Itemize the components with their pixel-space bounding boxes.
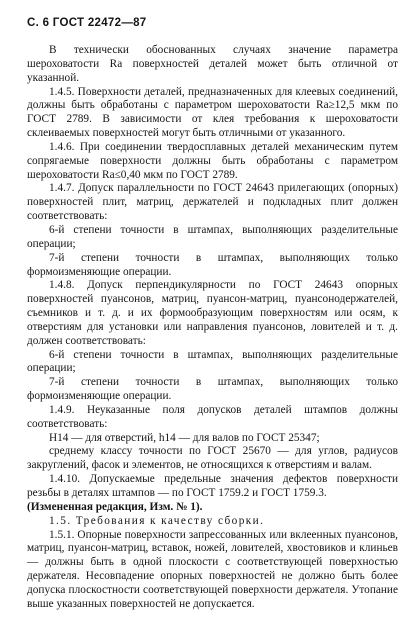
list-item: 6-й степени точности в штампах, выполняющих разделительные операции; — [27, 348, 398, 375]
document-body — [27, 44, 398, 612]
list-item: среднему классу точности по ГОСТ 25670 — для углов, радиусов закруглений, фасок и элементов, не относящихся к отверстиям и валам. — [27, 445, 398, 472]
clause-1-4-10: 1.4.10. Допускаемые предельные значения дефектов поверхности резьбы в деталях штампов — по ГОСТ 1759.2 и ГОСТ 1759.3. — [27, 473, 398, 499]
clause-1-5-1: 1.5.1. Опорные поверхности запрессованных или вклеенных пуансонов, матриц, пуансон-матриц, вставок, ножей, ловителей, хвостовиков и клиньев — должны быть в одной плоскости с соответствующей поверхностью держателя. Несовпадение опорных поверхностей не должно быть более допуска плоскостности соответствующей поверхности держателя. Утопание выше указанных поверхностей не допускается. — [27, 528, 398, 610]
page-header: С. 6 ГОСТ 22472—87 — [27, 17, 147, 29]
list-item: 6-й степени точности в штампах, выполняющих разделительные операции; — [27, 223, 398, 250]
list-item: H14 — для отверстий, h14 — для валов по ГОСТ 25347; — [49, 431, 320, 444]
list-item: 7-й степени точности в штампах, выполняющих только формоизменяющие операции. — [27, 251, 398, 278]
clause-1-4-7: 1.4.7. Допуск параллельности по ГОСТ 24643 прилегающих (опорных) поверхностей плит, матриц, держателей и подкладных плит должен соответствовать: — [27, 182, 398, 223]
clause-1-4-6: 1.4.6. При соединении твердосплавных деталей механическим путем сопрягаемые поверхности должны быть обработаны с параметром шероховатости Ra≤0,40 мкм по ГОСТ 2789. — [27, 140, 398, 181]
clause-1-4-8: 1.4.8. Допуск перпендикулярности по ГОСТ 24643 опорных поверхностей пуансонов, матриц, пуансон-матриц, пуансонодержателей, съемников и т. д. и их формообразующим поверхностям или осям, к отверстиям для установки или направления пуансонов, ловителей и т. д. должен соответствовать: — [27, 279, 398, 347]
amendment-note: (Измененная редакция, Изм. № 1). — [27, 500, 203, 513]
paragraph: В технически обоснованных случаях значение параметра шероховатости Ra поверхностей деталей может быть отличной от указанной. — [27, 44, 398, 84]
list-item: 7-й степени точности в штампах, выполняющих только формоизменяющие операции. — [27, 376, 398, 403]
section-heading: 1.5. Требования к качеству сборки. — [49, 514, 265, 527]
clause-1-4-9: 1.4.9. Неуказанные поля допусков деталей штампов должны соответствовать: — [27, 403, 398, 430]
clause-1-4-5: 1.4.5. Поверхности деталей, предназначенных для клеевых соединений, должны быть обработаны с параметром шероховатости Ra≥12,5 мкм по ГОСТ 2789. В зависимости от клея требования к шероховатости склеиваемых поверхностей могут быть отличными от указанного. — [27, 85, 398, 140]
